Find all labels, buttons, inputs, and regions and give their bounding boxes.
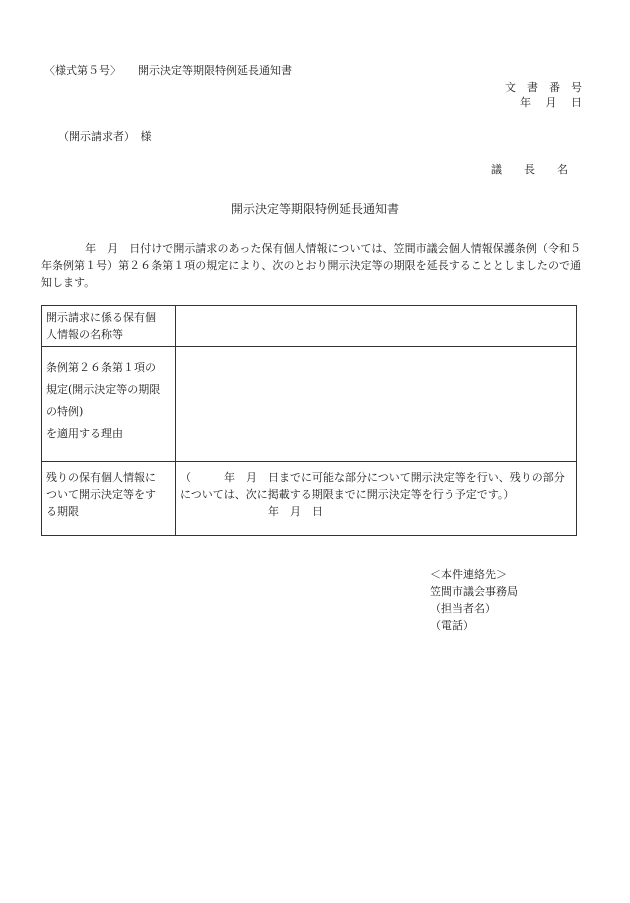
- table-row: [42, 306, 577, 347]
- label-line: を適用する理由: [46, 427, 123, 440]
- label-line: 残りの保有個人情報に: [46, 471, 156, 484]
- value-line: （ 年 月 日までに可能な部分について開示決定等を行い、残りの部分: [180, 471, 565, 484]
- addressee: （開示請求者） 様: [58, 130, 152, 143]
- label-line: 規定(開示決定等の期限: [46, 383, 161, 396]
- contact-person: （担当者名）: [430, 602, 496, 615]
- row-value: [176, 347, 577, 462]
- form-number: 〈様式第５号〉: [44, 64, 121, 77]
- chair-name: 議 長 名: [491, 163, 568, 176]
- date-line: 年 月 日: [520, 96, 582, 109]
- row-label: [42, 462, 176, 536]
- label-line: 人情報の名称等: [46, 328, 123, 341]
- row-value: [176, 306, 577, 347]
- contact-office: 笠間市議会事務局: [430, 585, 518, 598]
- table-row: [42, 347, 577, 462]
- label-line: 開示請求に係る保有個: [46, 311, 156, 324]
- label-line: 条例第２６条第１項の: [46, 361, 156, 374]
- value-line: 年 月 日: [180, 505, 323, 518]
- label-line: ついて開示決定等をす: [46, 488, 156, 501]
- label-line: の特例): [46, 405, 84, 418]
- row-label: [42, 306, 176, 347]
- body-paragraph: 年 月 日付けで開示請求のあった保有個人情報については、笠間市議会個人情報保護条例（令和５年条例第１号）第２６条第１項の規定により、次のとおり開示決定等の期限を延長することとしましたので通知します。: [41, 242, 581, 289]
- table-row: [42, 462, 577, 536]
- row-value: [176, 462, 577, 536]
- label-line: る期限: [46, 505, 79, 518]
- row-label: [42, 347, 176, 462]
- form-title-header: 開示決定等期限特例延長通知書: [138, 64, 292, 77]
- contact-phone: （電話）: [430, 619, 474, 632]
- contact-heading: ＜本件連絡先＞: [430, 568, 507, 581]
- info-table: [41, 305, 577, 536]
- document-number: 文 書 番 号: [505, 81, 582, 94]
- contact-block: [430, 566, 518, 634]
- main-title: 開示決定等期限特例延長通知書: [230, 202, 399, 216]
- value-line: については、次に掲載する期限までに開示決定等を行う予定です。）: [180, 488, 515, 501]
